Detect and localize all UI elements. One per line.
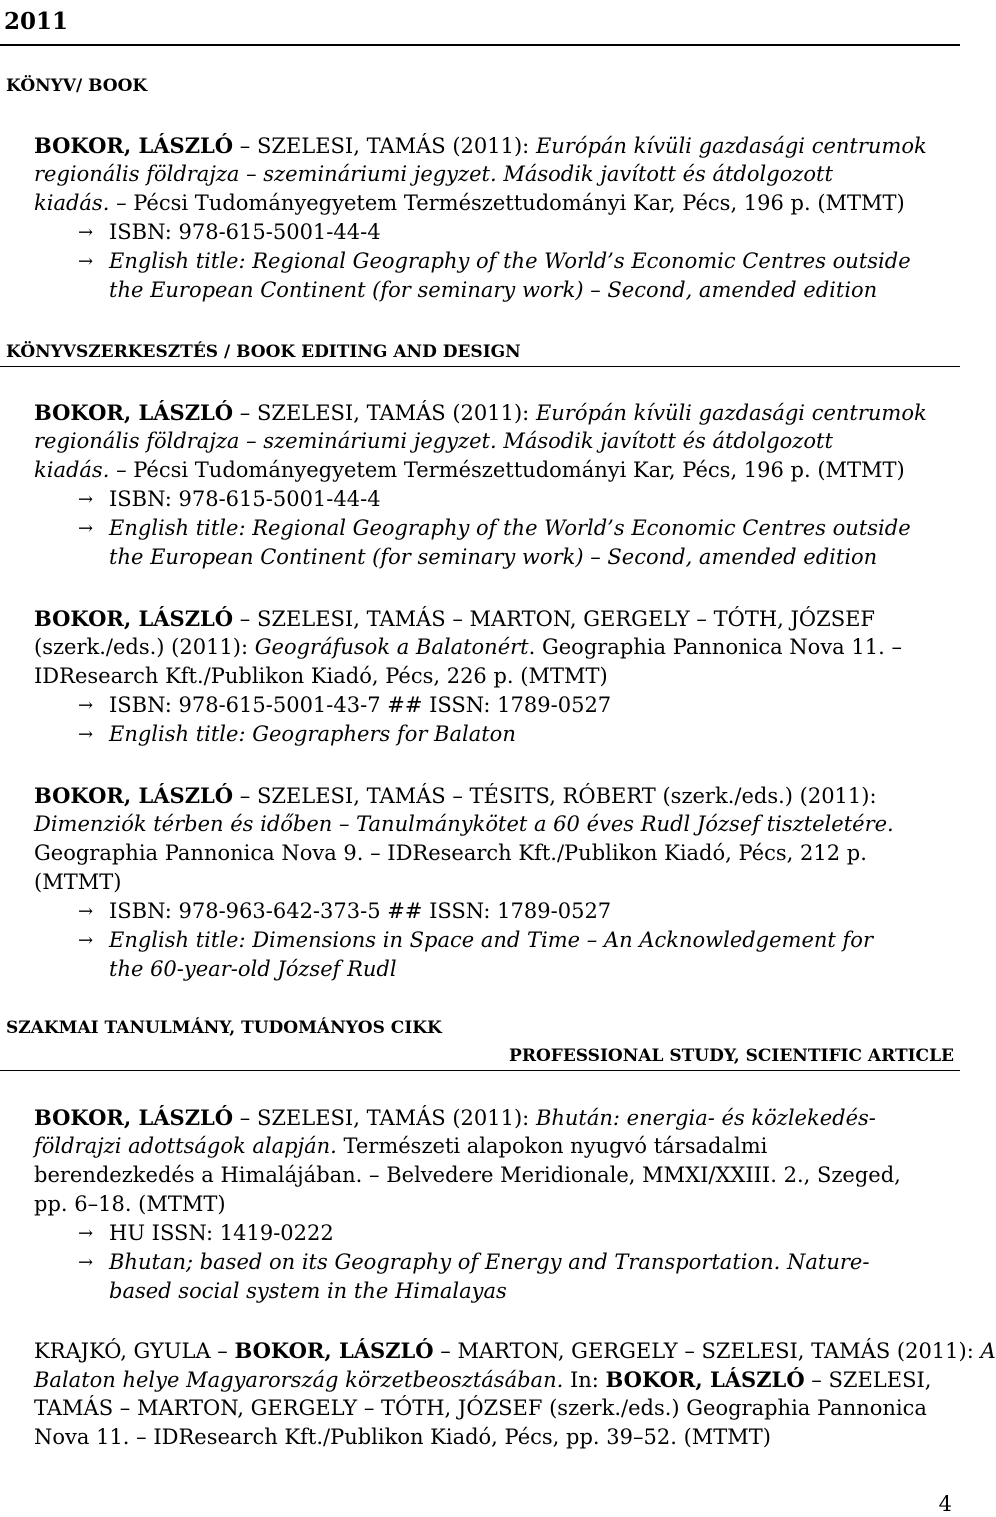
- entry-title: Balaton helye Magyarország körzetbeosztásában.: [34, 1368, 564, 1392]
- year-rule: [0, 44, 960, 46]
- year-heading: 2011: [4, 8, 69, 35]
- author: SZELESI, TAMÁS: [256, 134, 446, 158]
- entry-editing-3: BOKOR, LÁSZLÓ – SZELESI, TAMÁS – TÉSITS, RÓBERT (szerk./eds.) (2011): Dimenziók térben és időben – Tanulmánykötet a 60 éves Rudl József tiszteletére. Geographia Pannonica Nova 9. – IDResearch Kft./Publikon Kiadó, Pécs, 212 p. (MTMT) → ISBN: 978-963-642-373-5 ## ISSN: 1789-0527 → English title: Dimensions in Space and Time – An Acknowledgement for the 60-year-old József Rudl: [34, 783, 894, 981]
- section-heading-book: [6, 76, 147, 96]
- arrow-icon: →: [78, 1252, 94, 1273]
- entry-title: Dimenziók térben és időben – Tanulmánykötet a 60 éves Rudl József tiszteletére.: [34, 812, 894, 836]
- isbn: ISBN: 978-963-642-373-5 ## ISSN: 1789-0527: [109, 899, 612, 923]
- english-title: English title: Dimensions in Space and Time – An Acknowledgement for: [109, 928, 873, 952]
- english-title: English title: Geographers for Balaton: [109, 722, 516, 746]
- arrow-icon: →: [78, 518, 94, 539]
- section-heading-editing: [6, 342, 521, 362]
- section-heading-study-text: SZAKMAI TANULMÁNY, TUDOMÁNYOS CIKK: [6, 1018, 442, 1038]
- arrow-icon: →: [78, 1223, 94, 1244]
- entry-book-1: BOKOR, LÁSZLÓ – SZELESI, TAMÁS (2011): Európán kívüli gazdasági centrumok regionális földrajza – szemináriumi jegyzet. Második javított és átdolgozott kiadás. – Pécsi Tudományegyetem Természettudományi Kar, Pécs, 196 p. (MTMT) → ISBN: 978-615-5001-44-4 → English title: Regional Geography of the World’s Economic Centres outside the European Continent (for seminary work) – Second, amended edition: [34, 133, 927, 302]
- entry-editing-1: BOKOR, LÁSZLÓ – SZELESI, TAMÁS (2011): Európán kívüli gazdasági centrumok regionális földrajza – szemináriumi jegyzet. Második javított és átdolgozott kiadás. – Pécsi Tudományegyetem Természettudományi Kar, Pécs, 196 p. (MTMT) → ISBN: 978-615-5001-44-4 → English title: Regional Geography of the World’s Economic Centres outside the European Continent (for seminary work) – Second, amended edition: [34, 400, 927, 569]
- section-heading-book-text: KÖNYV/ BOOK: [6, 76, 148, 96]
- entry-title: Bhután: energia- és közlekedés-: [535, 1106, 876, 1130]
- author: BOKOR, LÁSZLÓ: [34, 133, 234, 158]
- arrow-icon: →: [78, 930, 94, 951]
- issn: HU ISSN: 1419-0222: [109, 1221, 334, 1245]
- entry-editing-2: BOKOR, LÁSZLÓ – SZELESI, TAMÁS – MARTON, GERGELY – TÓTH, JÓZSEF (szerk./eds.) (2011): Geográfusok a Balatonért. Geographia Pannonica Nova 11. – IDResearch Kft./Publikon Kiadó, Pécs, 226 p. (MTMT) → ISBN: 978-615-5001-43-7 ## ISSN: 1789-0527 → English title: Geographers for Balaton: [34, 604, 956, 749]
- publisher: – Pécsi Tudományegyetem Természettudományi Kar, Pécs, 196 p. (MTMT): [109, 191, 905, 215]
- section-rule: [0, 366, 960, 367]
- entry-title: Európán kívüli gazdasági centrumok: [535, 134, 927, 158]
- arrow-icon: →: [78, 724, 94, 745]
- arrow-icon: →: [78, 222, 94, 243]
- arrow-icon: →: [78, 695, 94, 716]
- section-heading-study-en: [509, 1046, 954, 1066]
- english-title: Bhutan; based on its Geography of Energy and Transportation. Nature-: [109, 1250, 870, 1274]
- section-heading-editing-text: KÖNYVSZERKESZTÉS / BOOK EDITING AND DESIGN: [6, 342, 521, 362]
- arrow-icon: →: [78, 901, 94, 922]
- entry-title: Geográfusok a Balatonért: [254, 635, 529, 659]
- isbn: ISBN: 978-615-5001-44-4: [109, 220, 381, 244]
- arrow-icon: →: [78, 251, 94, 272]
- english-title: English title: Regional Geography of the World’s Economic Centres outside: [109, 249, 911, 273]
- page-number: 4: [938, 1492, 952, 1516]
- arrow-icon: →: [78, 489, 94, 510]
- entry-article-1: BOKOR, LÁSZLÓ – SZELESI, TAMÁS (2011): Bhután: energia- és közlekedés- földrajzi adottságok alapján. Természeti alapokon nyugvó társadalmi berendezkedés a Himalájában. – Belvedere Meridionale, MMXI/XXIII. 2., Szeged, pp. 6–18. (MTMT) → HU ISSN: 1419-0222 → Bhutan; based on its Geography of Energy and Transportation. Nature- based social system in the Himalayas: [34, 1105, 901, 1303]
- isbn: ISBN: 978-615-5001-43-7 ## ISSN: 1789-0527: [109, 693, 612, 717]
- entry-article-2: KRAJKÓ, GYULA – BOKOR, LÁSZLÓ – MARTON, GERGELY – SZELESI, TAMÁS (2011): A Balaton helye Magyarország körzetbeosztásában. In: BOKOR, LÁSZLÓ – SZELESI, TAMÁS – MARTON, GERGELY – TÓTH, JÓZSEF (szerk./eds.) Geographia Pannonica Nova 11. – IDResearch Kft./Publikon Kiadó, Pécs, pp. 39–52. (MTMT): [34, 1338, 996, 1449]
- section-rule: [0, 1070, 960, 1071]
- section-heading-study: [6, 1018, 442, 1038]
- section-heading-study-en-text: PROFESSIONAL STUDY, SCIENTIFIC ARTICLE: [509, 1046, 954, 1066]
